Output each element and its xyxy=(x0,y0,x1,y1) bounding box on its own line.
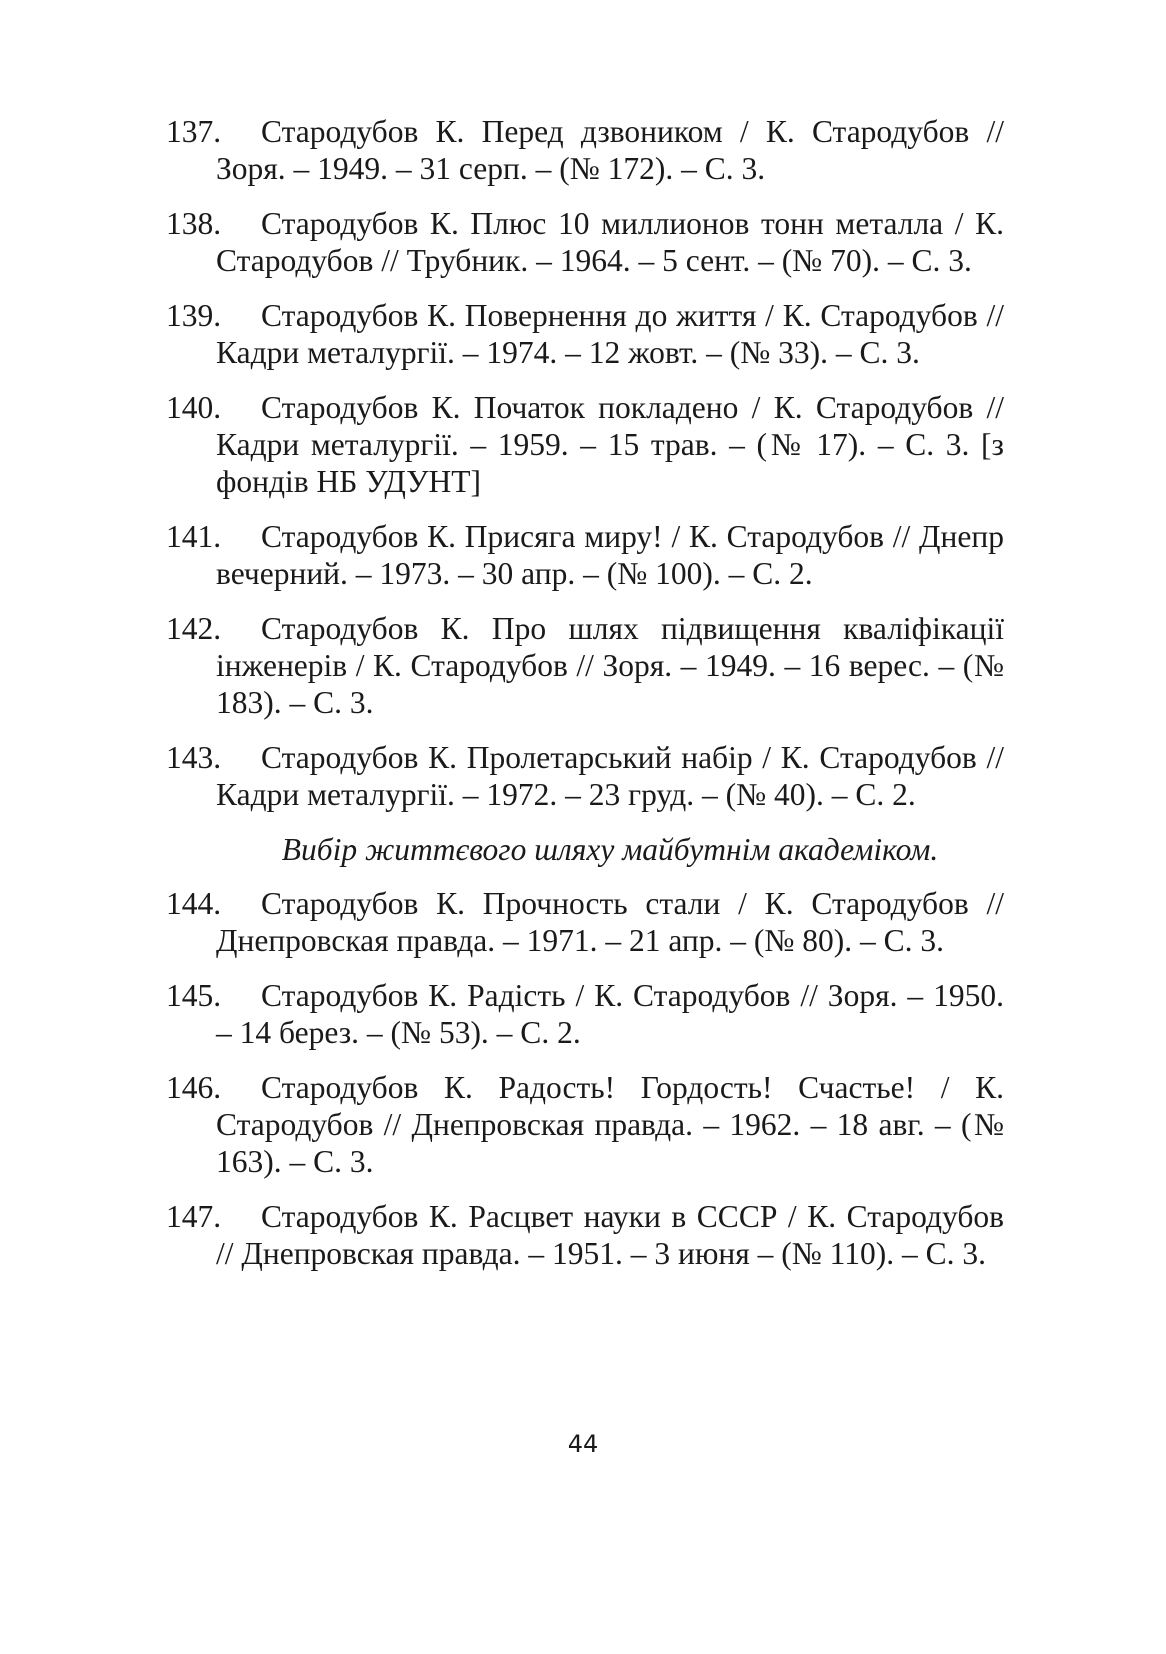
entry-text: Стародубов К. Плюс 10 миллионов тонн металла / К. Стародубов // Трубник. – 1964. – 5 сент. – (№ 70). – С. 3. xyxy=(216,206,1004,278)
bibliography-entry xyxy=(166,885,1004,959)
page-number: 44 xyxy=(567,1430,599,1458)
bibliography-entry xyxy=(166,113,1004,187)
bibliography-entry xyxy=(166,1198,1004,1272)
entry-number: 142. xyxy=(166,611,222,646)
entry-number: 145. xyxy=(166,978,222,1013)
section-caption: Вибір життєвого шляху майбутнім академіком. xyxy=(281,832,939,867)
entry-text: Стародубов К. Перед дзвоником / К. Стародубов // Зоря. – 1949. – 31 серп. – (№ 172). – С. 3. xyxy=(216,114,1004,186)
entry-number: 137. xyxy=(166,114,222,149)
bibliography-entry xyxy=(166,977,1004,1051)
entry-text: Стародубов К. Повернення до життя / К. Стародубов // Кадри металургії. – 1974. – 12 жовт. – (№ 33). – С. 3. xyxy=(216,298,1004,370)
entry-text: Стародубов К. Пролетарський набір / К. Стародубов // Кадри металургії. – 1972. – 23 груд. – (№ 40). – С. 2. xyxy=(216,740,1004,812)
bibliography-entry xyxy=(166,518,1004,592)
bibliography-entry xyxy=(166,389,1004,500)
entry-number: 141. xyxy=(166,519,222,554)
entry-number: 147. xyxy=(166,1199,222,1234)
entry-text: Стародубов К. Присяга миру! / К. Стародубов // Днепр вечерний. – 1973. – 30 апр. – (№ 100). – С. 2. xyxy=(216,519,1004,591)
bibliography-entry xyxy=(166,205,1004,279)
bibliography-entry xyxy=(166,297,1004,371)
bibliography-entry xyxy=(166,739,1004,813)
entry-text: Стародубов К. Расцвет науки в СССР / К. Стародубов // Днепровская правда. – 1951. – 3 июня – (№ 110). – С. 3. xyxy=(216,1199,1004,1271)
entry-number: 140. xyxy=(166,390,222,425)
entry-number: 138. xyxy=(166,206,222,241)
bibliography-entry xyxy=(166,610,1004,721)
bibliography-entry xyxy=(166,1069,1004,1180)
entry-number: 146. xyxy=(166,1070,222,1105)
entry-text: Стародубов К. Радость! Гордость! Счастье! / К. Стародубов // Днепровская правда. – 1962. – 18 авг. – (№ 163). – С. 3. xyxy=(216,1070,1004,1179)
entry-text: Стародубов К. Про шлях підвищення кваліфікації інженерів / К. Стародубов // Зоря. – 1949. – 16 верес. – (№ 183). – С. 3. xyxy=(216,611,1004,720)
entry-text: Стародубов К. Радість / К. Стародубов // Зоря. – 1950. – 14 берез. – (№ 53). – С. 2. xyxy=(216,978,1004,1050)
entry-number: 139. xyxy=(166,298,222,333)
entry-number: 143. xyxy=(166,740,222,775)
entry-text: Стародубов К. Прочность стали / К. Стародубов // Днепровская правда. – 1971. – 21 апр. – (№ 80). – С. 3. xyxy=(216,886,1004,958)
bibliography-list xyxy=(166,113,1004,1290)
entry-number: 144. xyxy=(166,886,222,921)
entry-text: Стародубов К. Початок покладено / К. Стародубов // Кадри металургії. – 1959. – 15 трав. – (№ 17). – С. 3. [з фондів НБ УДУНТ] xyxy=(216,390,1004,499)
